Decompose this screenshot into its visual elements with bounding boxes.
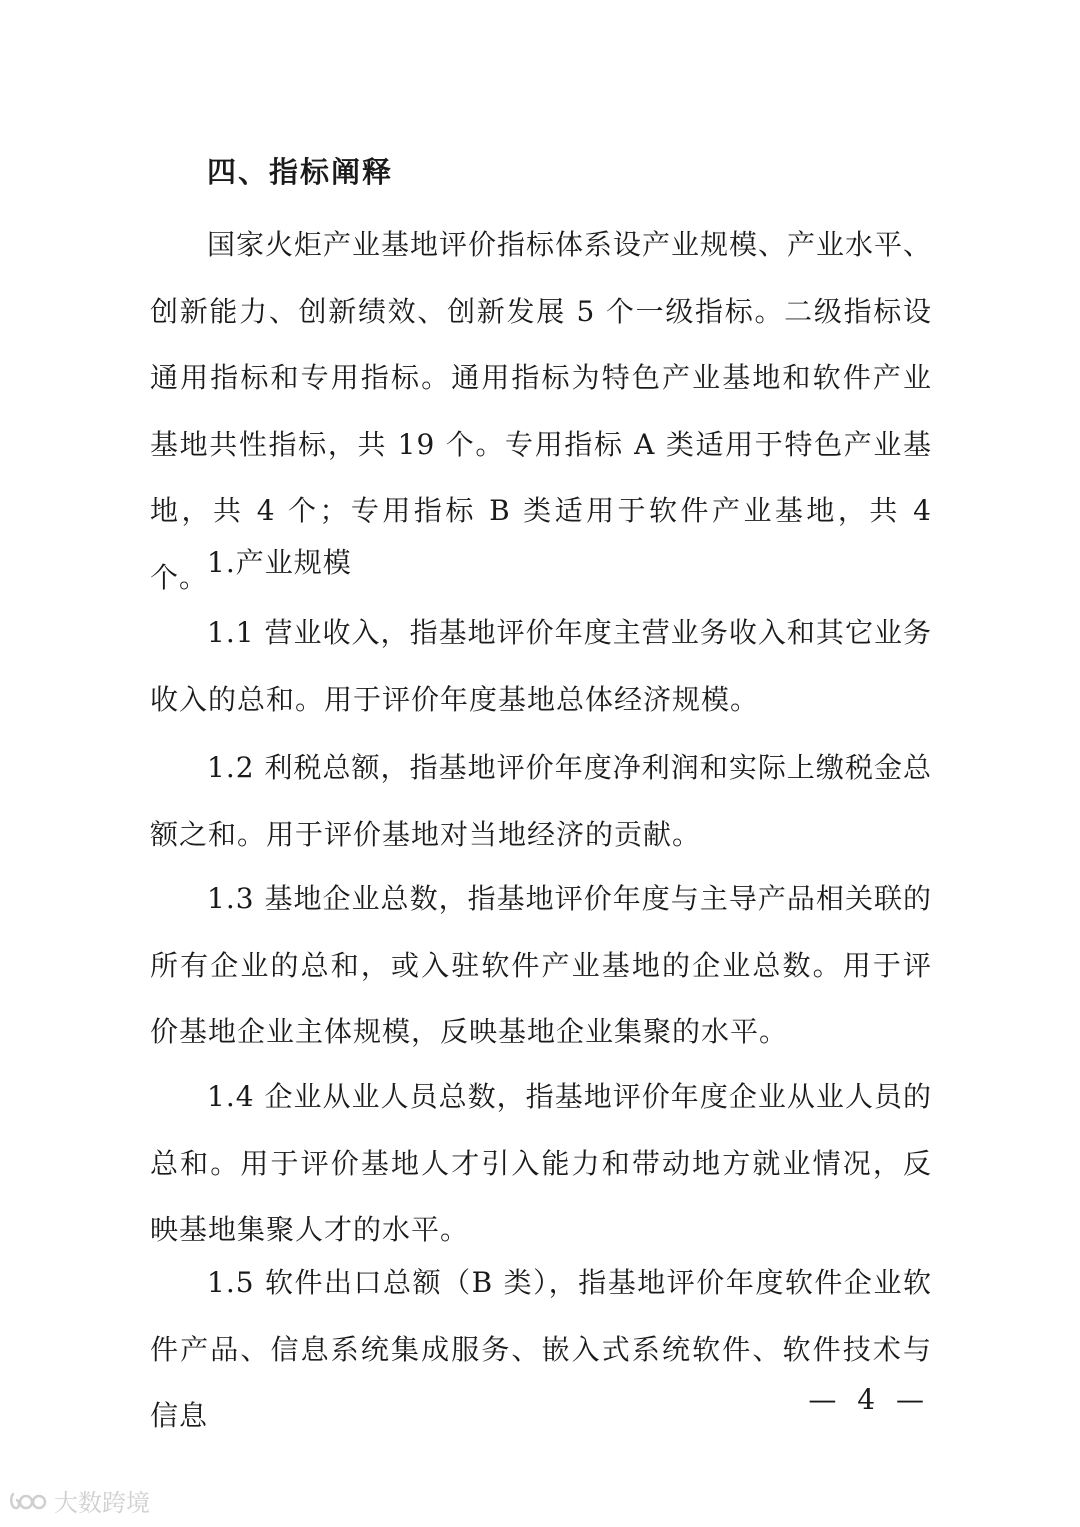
watermark (8, 1483, 150, 1518)
item-1-4-paragraph: 1.4 企业从业人员总数，指基地评价年度企业从业人员的总和。用于评价基地人才引入能力和带动地方就业情况，反映基地集聚人才的水平。 (150, 1080, 932, 1246)
item-1-1-paragraph: 1.1 营业收入，指基地评价年度主营业务收入和其它业务收入的总和。用于评价年度基地总体经济规模。 (150, 616, 932, 716)
watermark-text: 大数跨境 (54, 1489, 150, 1517)
page-number: — 4 — (808, 1383, 930, 1416)
item-1-2-paragraph: 1.2 利税总额，指基地评价年度净利润和实际上缴税金总额之和。用于评价基地对当地经济的贡献。 (150, 751, 932, 851)
logo-icon (8, 1486, 48, 1516)
section-heading: 四、指标阐释 (207, 155, 394, 189)
item-1-5-paragraph: 1.5 软件出口总额（B 类），指基地评价年度软件企业软件产品、信息系统集成服务、嵌入式系统软件、软件技术与信息 (150, 1266, 932, 1432)
item-1-3-paragraph: 1.3 基地企业总数，指基地评价年度与主导产品相关联的所有企业的总和，或入驻软件产业基地的企业总数。用于评价基地企业主体规模，反映基地企业集聚的水平。 (150, 882, 932, 1048)
subheading-industry-scale: 1.产业规模 (207, 546, 352, 579)
intro-paragraph: 国家火炬产业基地评价指标体系设产业规模、产业水平、创新能力、创新绩效、创新发展 5 个一级指标。二级指标设通用指标和专用指标。通用指标为特色产业基地和软件产业基地共性指标，共 19 个。专用指标 A 类适用于特色产业基地，共 4 个；专用指标 B 类适用于软件产业基地，共 4 个。 (150, 228, 933, 594)
